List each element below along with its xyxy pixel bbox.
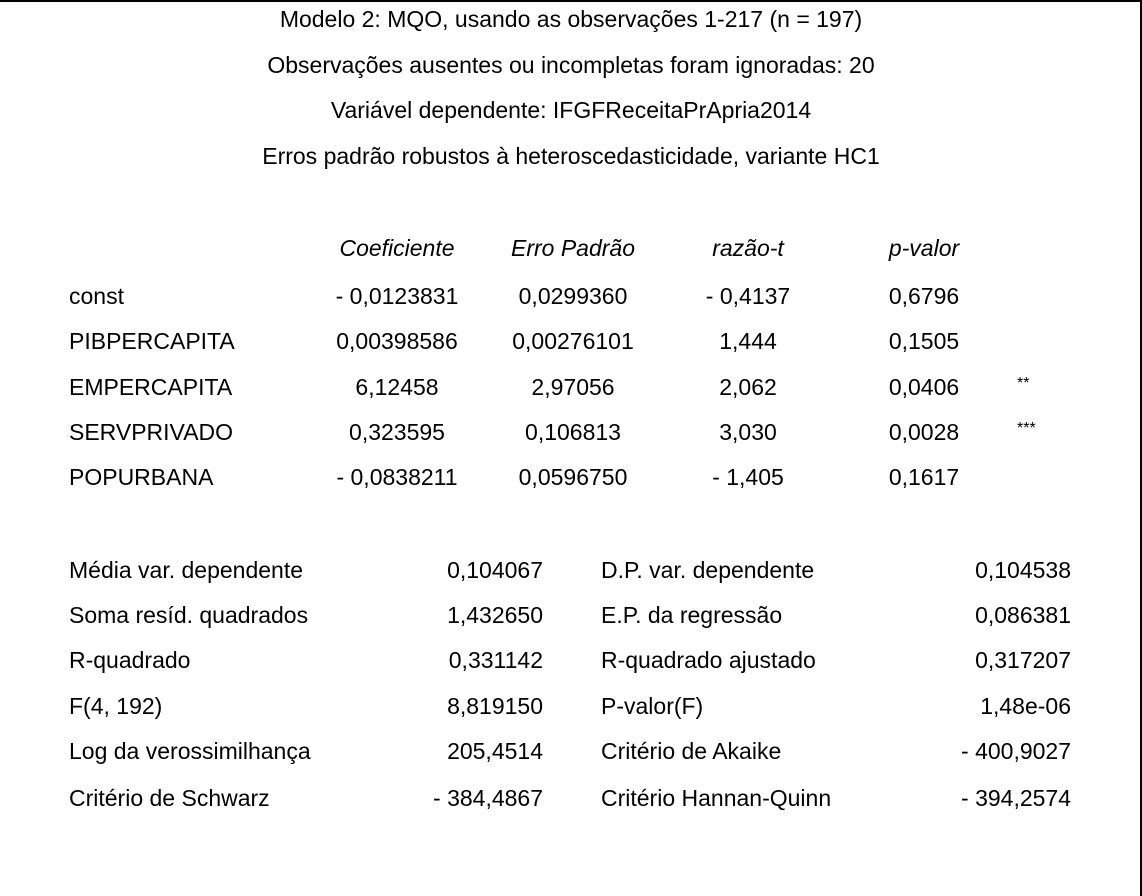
t-value: - 0,4137	[705, 283, 791, 309]
p-value: 0,1617	[888, 464, 960, 490]
missing-obs-note: Observações ausentes ou incompletas foram ignoradas: 20	[267, 52, 875, 78]
stat-value: 1,48e-06	[980, 693, 1071, 719]
col-header-coef: Coeficiente	[339, 235, 455, 261]
var-name: POPURBANA	[69, 464, 214, 490]
stat-label: Critério Hannan-Quinn	[601, 785, 832, 811]
robust-se-note: Erros padrão robustos à heteroscedasticidade, variante HC1	[262, 143, 880, 169]
dependent-variable: Variável dependente: IFGFReceitaPrApria2014	[330, 97, 812, 123]
top-border	[0, 0, 1142, 2]
model-title: Modelo 2: MQO, usando as observações 1-217 (n = 197)	[279, 6, 863, 32]
var-name: SERVPRIVADO	[69, 419, 234, 445]
stat-value: 0,317207	[975, 647, 1071, 673]
stat-value: - 394,2574	[961, 785, 1071, 811]
stat-label: E.P. da regressão	[601, 602, 783, 628]
coef-value: - 0,0123831	[335, 283, 459, 309]
significance-stars: ***	[1017, 420, 1036, 437]
p-value: 0,6796	[888, 283, 960, 309]
coef-value: 0,323595	[349, 419, 445, 445]
stat-label: Critério de Schwarz	[69, 785, 270, 811]
significance-stars: **	[1017, 375, 1030, 392]
col-header-se: Erro Padrão	[510, 235, 636, 261]
stat-label: P-valor(F)	[601, 693, 704, 719]
stat-value: 0,104538	[975, 557, 1071, 583]
stat-label: R-quadrado	[69, 647, 191, 673]
stat-label: F(4, 192)	[69, 693, 163, 719]
stat-label: Critério de Akaike	[601, 738, 782, 764]
col-header-p: p-valor	[888, 235, 960, 261]
stat-value: 1,432650	[447, 602, 543, 628]
t-value: 3,030	[719, 419, 777, 445]
var-name: const	[69, 283, 124, 309]
p-value: 0,0028	[888, 419, 960, 445]
se-value: 0,0299360	[518, 283, 628, 309]
stat-value: - 400,9027	[961, 738, 1071, 764]
var-name: EMPERCAPITA	[69, 374, 233, 400]
stat-value: 205,4514	[447, 738, 543, 764]
t-value: 2,062	[719, 374, 777, 400]
se-value: 0,00276101	[512, 328, 634, 354]
p-value: 0,0406	[888, 374, 960, 400]
t-value: - 1,405	[712, 464, 784, 490]
col-header-t: razão-t	[712, 235, 784, 261]
stat-label: D.P. var. dependente	[601, 557, 815, 583]
se-value: 2,97056	[531, 374, 615, 400]
coef-value: - 0,0838211	[336, 464, 458, 490]
coef-value: 6,12458	[355, 374, 439, 400]
stat-label: Soma resíd. quadrados	[69, 602, 309, 628]
se-value: 0,0596750	[518, 464, 628, 490]
stat-label: R-quadrado ajustado	[601, 647, 816, 673]
stat-label: Média var. dependente	[69, 557, 304, 583]
t-value: 1,444	[719, 328, 777, 354]
p-value: 0,1505	[888, 328, 960, 354]
stat-label: Log da verossimilhança	[69, 738, 311, 764]
se-value: 0,106813	[525, 419, 621, 445]
stat-value: 0,104067	[447, 557, 543, 583]
stat-value: 8,819150	[447, 693, 543, 719]
var-name: PIBPERCAPITA	[69, 328, 235, 354]
stat-value: 0,086381	[975, 602, 1071, 628]
stat-value: 0,331142	[448, 647, 543, 673]
coef-value: 0,00398586	[336, 328, 458, 354]
stat-value: - 384,4867	[433, 785, 543, 811]
